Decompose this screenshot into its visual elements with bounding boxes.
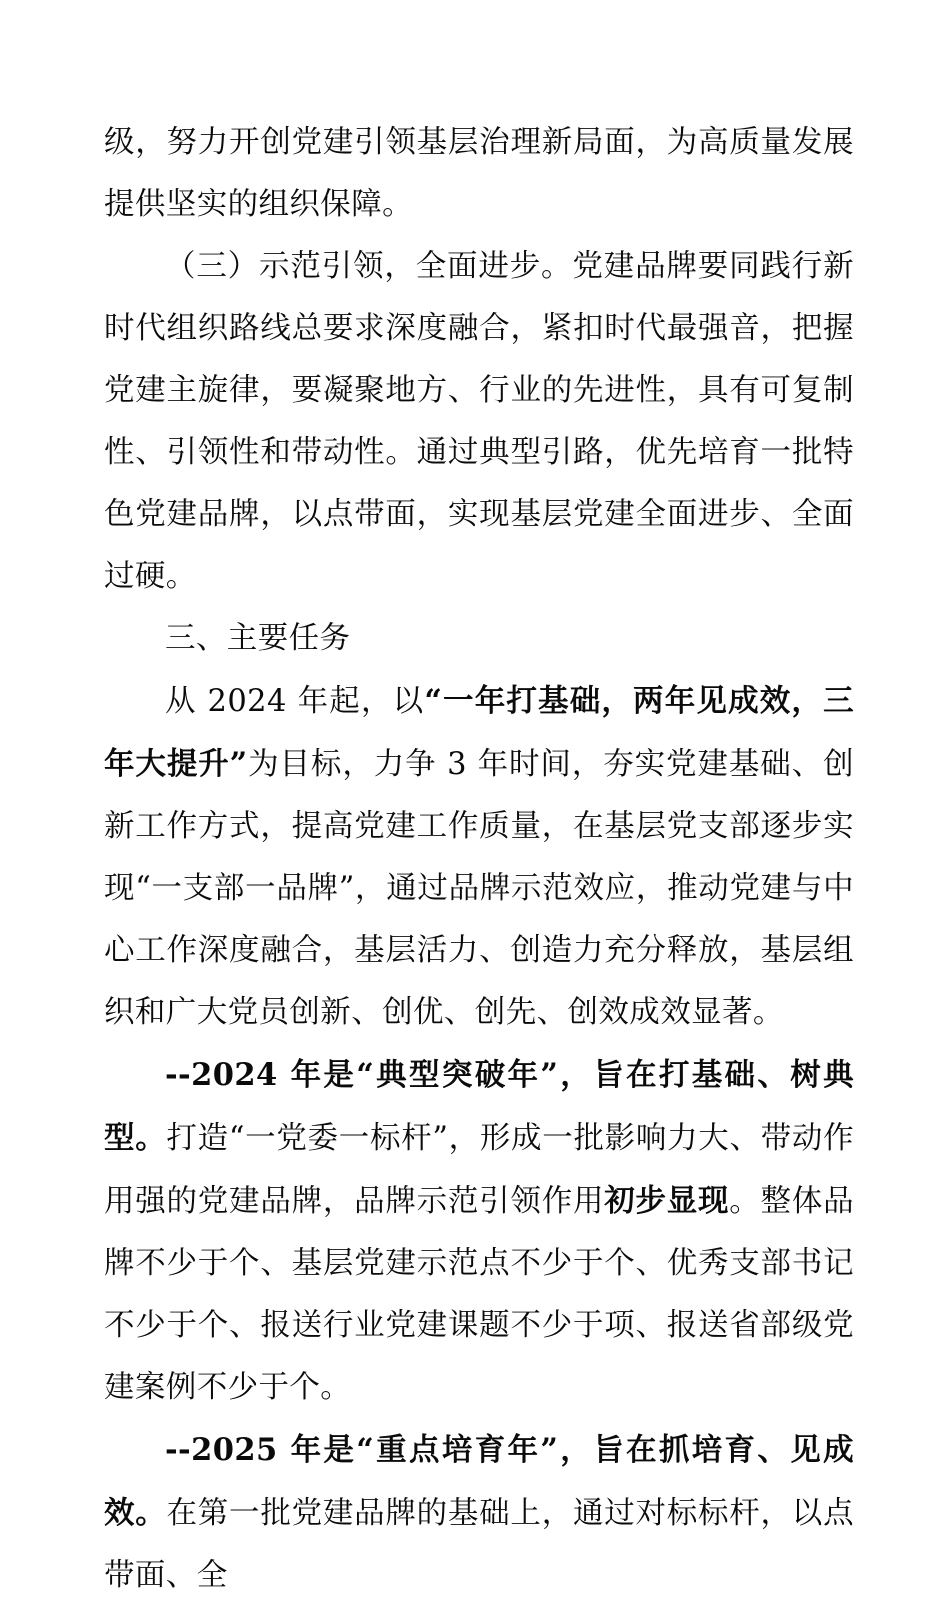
para-year-2024-run-1: 打造“一党委一标杆”，形成一批影响力大、带动作用强的党建品牌，品牌示范引领作用 (104, 1121, 854, 1219)
para-goal-2024 (104, 670, 854, 1044)
para-year-2024 (104, 1044, 854, 1419)
para-section-three-demo-run-1: 党建品牌要同践行新时代组织路线总要求深度融合，紧扣时代最强音，把握党建主旋律，要凝聚地方、行业的先进性，具有可复制性、引领性和带动性。通过典型引路，优先培育一批特色党建品牌，以点带面，实现基层党建全面进步、全面过硬。 (104, 249, 854, 594)
para-year-2024-run-3: 。整体品牌不少于个、基层党建示范点不少于个、优秀支部书记不少于个、报送行业党建课题不少于项、报送省部级党建案例不少于个。 (104, 1184, 854, 1405)
para-heading-main-tasks (104, 608, 854, 670)
para-year-2025 (104, 1419, 854, 1607)
para-year-2024-run-0: --2024 年是“典型突破年”，旨在打基础、树典型。 (104, 1057, 854, 1156)
para-section-three-demo (104, 236, 854, 608)
para-goal-2024-run-0: 从 2024 年起，以 (165, 684, 425, 719)
para-heading-main-tasks-run-0: 三、主要任务 (165, 621, 351, 656)
para-section-three-demo-run-0: （三）示范引领，全面进步。 (165, 249, 573, 284)
para-goal-2024-run-1: “一年打基础，两年见成效，三年大提升” (104, 683, 854, 782)
document-body (104, 112, 854, 1607)
para-continuation (104, 112, 854, 236)
para-year-2024-run-2: 初步显现 (604, 1183, 730, 1219)
para-continuation-run-0: 级，努力开创党建引领基层治理新局面，为高质量发展提供坚实的组织保障。 (104, 125, 854, 222)
para-goal-2024-run-2: 为目标，力争 3 年时间，夯实党建基础、创新工作方式，提高党建工作质量，在基层党支部逐步实现“一支部一品牌”，通过品牌示范效应，推动党建与中心工作深度融合，基层活力、创造力充分释放，基层组织和广大党员创新、创优、创先、创效成效显著。 (104, 747, 854, 1030)
para-year-2025-run-0: --2025 年是“重点培育年”，旨在抓培育、见成效。 (104, 1432, 854, 1531)
para-year-2025-run-1: 在第一批党建品牌的基础上，通过对标标杆，以点带面、全 (104, 1496, 854, 1593)
